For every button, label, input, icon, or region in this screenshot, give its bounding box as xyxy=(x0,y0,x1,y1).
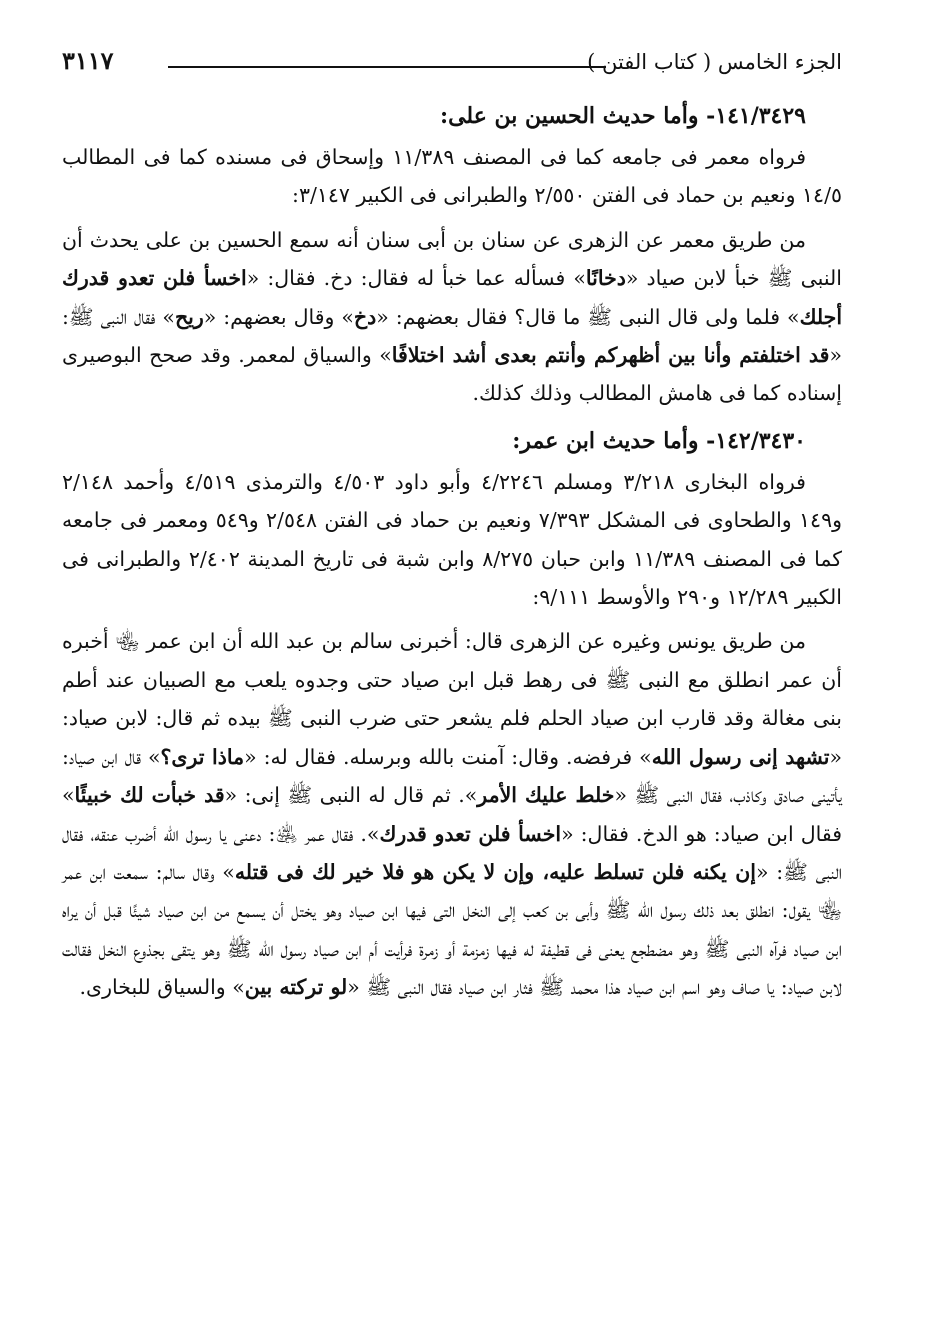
hadith-text: » وقال سالم: سمعت ابن عمر ﵄ يقول: انطلق بعد ذلك رسول الله ﷺ وأبى بن كعب إلى النخل التى فيها ابن صياد وهو يختل أن يسمع من ابن صياد شيئًا قبل أن يراه ابن صياد فرآه النبى ﷺ وهو مضطجع يعنى فى قطيفة له فيها زمزمة أو زمرة فرأيت أم ابن صياد رسول الله ﷺ وهو يتقى بجذوع النخل فقالت لابن صياد: يا صاف وهو اسم ابن صياد هذا محمد ﷺ فثار ابن صياد فقال النبى ﷺ « xyxy=(62,859,842,1000)
hadith-quote: إن يكنه فلن تسلط عليه، وإن لا يكن هو فلا خير لك فى قتله xyxy=(234,859,756,884)
hadith-quote: قد خبأت لك خبيئًا xyxy=(74,783,225,808)
hadith-text: » وقال بعضهم: « xyxy=(203,304,354,329)
hadith-text: » والسياق للبخارى. xyxy=(79,975,245,1000)
hadith-quote: اخسأ فلن تعدو قدرك xyxy=(379,821,562,846)
page-number: ٣١١٧ xyxy=(62,46,114,75)
header-rule xyxy=(168,66,606,68)
hadith-quote: ريح xyxy=(174,304,204,329)
hadith-quote: دخانًا xyxy=(585,266,626,291)
chapter-title: الجزء الخامس ( كتاب الفتن ) xyxy=(587,50,842,74)
hadith-text: ». ثم قال له النبى ﷺ إنى: « xyxy=(224,783,478,808)
hadith-quote: خلط عليك الأمر xyxy=(477,783,615,808)
hadith-quote: تشهد إنى رسول الله xyxy=(651,744,830,769)
hadith-quote: اخسأ فلن تعدو قدرك أجلك xyxy=(62,266,843,329)
hadith-text: » قال ابن صياد: يأتينى صادق وكاذب، فقال النبى ﷺ « xyxy=(62,744,843,808)
hadith-text: » والسياق لمعمر. وقد صحح البوصيرى إسناده كما فى هامش المطالب وذلك كذلك. xyxy=(62,343,842,406)
section-heading-ibn-umar: ١٤٢/٣٤٣٠- وأما حديث ابن عمر: xyxy=(512,427,806,454)
hadith-text: » فقال النبى ﷺ: « xyxy=(62,304,842,368)
section-heading-husayn: ١٤١/٣٤٢٩- وأما حديث الحسين بن على: xyxy=(439,103,806,129)
takhrij-ibn-umar: فرواه البخارى ٣/٢١٨ ومسلم ٤/٢٢٤٦ وأبو داود ٤/٥٠٣ والترمذى ٤/٥١٩ وأحمد ٢/١٤٨ و١٤٩ والطحاوى فى المشكل ٧/٣٩٣ ونعيم بن حماد فى الفتن ٢/٥٤٨ و٥٤٩ ومعمر فى جامعه كما فى المصنف ١١/٣٨٩ وابن حبان ٨/٢٧٥ وابن شبة فى تاريخ المدينة ٢/٤٠٢ والطبرانى فى الكبير ١٢/٢٨٩ و٢٩٠ والأوسط ٩/١١١: xyxy=(62,469,842,610)
hadith-text: » فسأله عما خبأ له فقال: دخ. فقال: « xyxy=(246,266,586,291)
hadith-husayn xyxy=(62,221,842,413)
hadith-text: من طريق يونس وغيره عن الزهرى قال: أخبرنى سالم بن عبد الله أن ابن عمر ﵄ أخبره أن عمر انطلق مع النبى ﷺ فى رهط قبل ابن صياد حتى وجدوه يلعب مع الصبيان عند أطم بنى مغالة وقد قارب ابن صياد الحلم فلم يشعر حتى ضرب النبى ﷺ بيده ثم قال: لابن صياد: « xyxy=(62,629,842,769)
book-page xyxy=(62,44,842,1304)
hadith-text: » فقال ابن صياد: هو الدخ. فقال: « xyxy=(62,783,843,846)
hadith-text: » فلما ولى قال النبى ﷺ ما قال؟ فقال بعضهم: « xyxy=(376,304,800,329)
hadith-quote: دخ xyxy=(353,304,377,329)
takhrij-husayn: فرواه معمر فى جامعه كما فى المصنف ١١/٣٨٩ وإسحاق فى مسنده كما فى المطالب ١٤/٥ ونعيم بن حماد فى الفتن ٢/٥٥٠ والطبرانى فى الكبير ٣/١٤٧: xyxy=(62,145,842,208)
running-header xyxy=(62,44,842,88)
hadith-quote: ماذا ترى؟ xyxy=(160,744,245,769)
hadith-ibn-umar xyxy=(62,622,842,1006)
hadith-text: من طريق معمر عن الزهرى عن سنان بن أبى سنان أنه سمع الحسين بن على يحدث أن النبى ﷺ خبأ لابن صياد « xyxy=(62,227,842,291)
hadith-text: ». فقال عمر ﵁: دعنى يا رسول الله أضرب عنقه، فقال النبى ﷺ: « xyxy=(62,821,842,884)
hadith-quote: قد اختلفتم وأنا بين أظهركم وأنتم بعدى أشد اختلافًا xyxy=(391,343,830,368)
hadith-text: » فرفضه. وقال: آمنت بالله وبرسله. فقال له: « xyxy=(244,744,652,769)
hadith-quote: لو تركته بين xyxy=(244,975,348,1000)
